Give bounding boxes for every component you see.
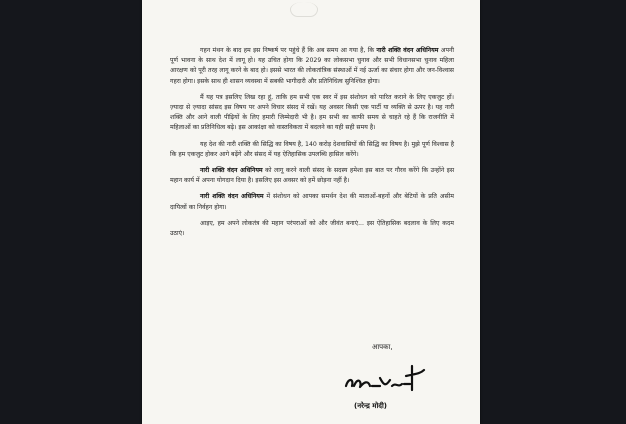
- closing-salutation: आपका,: [372, 343, 393, 351]
- paragraph-5: नारी शक्ति वंदन अधिनियम में संशोधन को आपका समर्थन देश की माताओं-बहनों और बेटियों के प्रति असीम दायित्वों का निर्वहन होगा।: [170, 193, 455, 211]
- emblem-watermark: [290, 2, 318, 17]
- act-name: नारी शक्ति वंदन अधिनियम: [200, 167, 263, 175]
- paragraph-6: आइए, हम अपने लोकतंत्र की महान परंपराओं को और जीवंत बनाएं... इस ऐतिहासिक बदलाव के लिए कदम उठाएं।: [170, 219, 454, 238]
- paragraph-2: मैं यह पत्र इसलिए लिख रहा हूं, ताकि हम सभी एक स्वर में इस संशोधन को पारित कराने के लिए एकजुट हों। ज़्यादा से ज़्यादा सांसद इस विषय पर अपने विचार संसद में रखें। यह अवसर किसी एक पार्टी या व्यक्ति से ऊपर है। यह नारी शक्ति और आने वाली पीढ़ियों के लिए हमारी जिम्मेदारी भी है। हम सभी का काफी समय से चाहते रहे हैं कि राजनीति में महिलाओं का प्रतिनिधित्व बढ़े। इस आकांक्षा को वास्तविकता में बदलने का यही सही समय है।: [170, 93, 454, 132]
- signatory-name: (नरेन्द्र मोदी): [354, 402, 387, 410]
- act-name: नारी शक्ति वंदन अधिनियम: [376, 47, 439, 54]
- letter-page: [142, 0, 480, 424]
- paragraph-4: नारी शक्ति वंदन अधिनियम को लागू करने वाली संसद के सदस्य हमेशा इस बात पर गौरव करेंगे कि उन्होंने इस महान कार्य में अपना योगदान दिया है। इसलिए इस अवसर को हमें छोड़ना नहीं है।: [170, 167, 455, 185]
- letter-body: [170, 46, 454, 245]
- handwritten-signature: [340, 356, 426, 396]
- paragraph-3: यह देश की नारी शक्ति की सिद्धि का विषय है, 140 करोड़ देशवासियों की सिद्धि का विषय है। मुझे पूर्ण विश्वास है कि हम एकजुट होकर आगे बढ़ेंगे और संसद में यह ऐतिहासिक उपलब्धि हासिल करेंगे।: [170, 140, 454, 158]
- act-name: नारी शक्ति वंदन अधिनियम: [200, 193, 264, 201]
- paragraph-1: गहन मंथन के बाद हम इस निष्कर्ष पर पहुंचे हैं कि अब समय आ गया है, कि नारी शक्ति वंदन अधिनियम अपनी पूर्ण भावना के साथ देश में लागू हो। यह उचित होगा कि 2029 का लोकसभा चुनाव और सभी विधानसभा चुनाव महिला आरक्षण को पूरी तरह लागू करने के बाद हो। इससे भारत की लोकतांत्रिक संस्थाओं में नई ऊर्जा का संचार होगा और जन-विश्वास गहरा होगा। इसके साथ ही शासन व्यवस्था में सबकी भागीदारी और प्रतिनिधित्व सुनिश्चित होगा।: [170, 47, 454, 85]
